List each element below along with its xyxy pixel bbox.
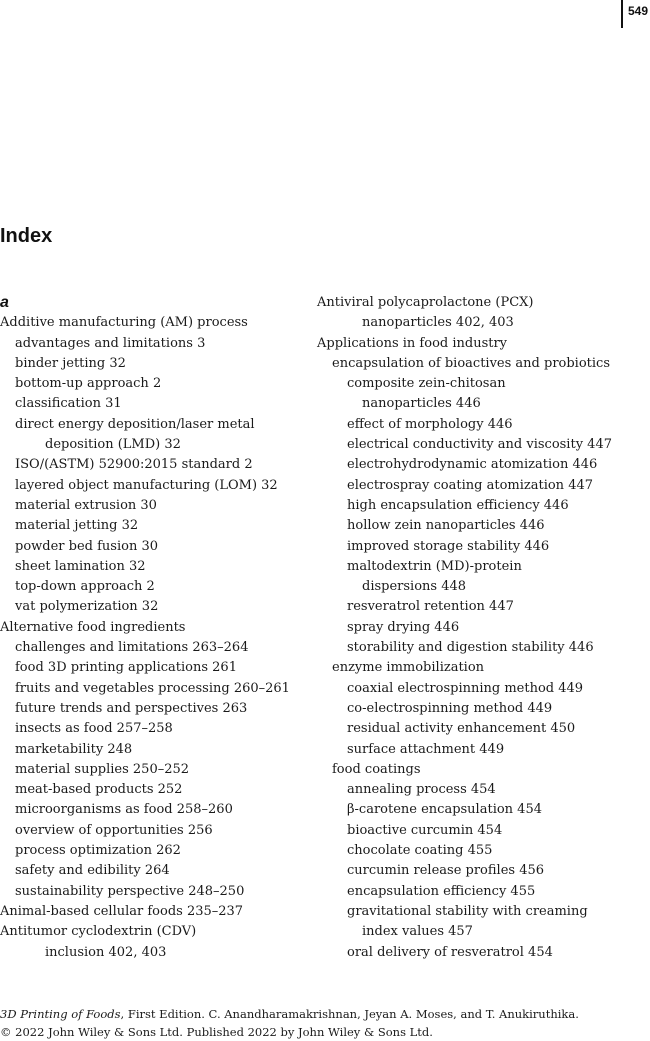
index-entry: material extrusion 30 — [15, 497, 157, 513]
index-entry: top-down approach 2 — [15, 579, 155, 595]
index-entry: maltodextrin (MD)-protein — [347, 558, 522, 574]
index-entry: electrical conductivity and viscosity 447 — [347, 437, 612, 453]
page-number: 549 — [628, 4, 649, 18]
index-entry: microorganisms as food 258–260 — [15, 802, 233, 818]
index-entry: dispersions 448 — [362, 579, 467, 595]
index-entry: safety and edibility 264 — [15, 863, 170, 879]
index-entry: fruits and vegetables processing 260–261 — [15, 680, 290, 696]
index-title: Index — [0, 225, 53, 247]
index-entry: meat-based products 252 — [15, 782, 183, 798]
index-entry: classification 31 — [15, 396, 122, 412]
index-entry: bioactive curcumin 454 — [347, 822, 503, 838]
index-entry: challenges and limitations 263–264 — [15, 640, 249, 656]
index-entry: co-electrospinning method 449 — [347, 700, 553, 716]
right-entries — [317, 293, 650, 963]
left-entries — [0, 313, 305, 963]
index-entry: electrospray coating atomization 447 — [347, 477, 594, 493]
index-entry: material jetting 32 — [15, 518, 139, 534]
index-entry: improved storage stability 446 — [347, 538, 550, 554]
index-column-left — [0, 293, 305, 963]
index-entry: insects as food 257–258 — [15, 721, 173, 737]
index-entry: Alternative food ingredients — [0, 619, 186, 635]
index-entry: β-carotene encapsulation 454 — [347, 802, 542, 818]
index-entry: encapsulation of bioactives and probiotics — [332, 355, 610, 371]
index-entry: index values 457 — [362, 924, 473, 940]
index-entry: composite zein-chitosan — [347, 376, 506, 392]
book-title: 3D Printing of Foods — [0, 1007, 121, 1021]
footer-line-2: © 2022 John Wiley & Sons Ltd. Published 2022 by John Wiley & Sons Ltd. — [0, 1025, 433, 1039]
index-entry: binder jetting 32 — [15, 355, 126, 371]
index-entry: marketability 248 — [15, 741, 133, 757]
index-entry: high encapsulation efficiency 446 — [347, 497, 569, 513]
index-entry: curcumin release profiles 456 — [347, 863, 545, 879]
index-entry: food 3D printing applications 261 — [15, 660, 237, 676]
index-entry: Antiviral polycaprolactone (PCX) — [317, 295, 534, 310]
index-entry: Additive manufacturing (AM) process — [0, 315, 248, 331]
index-entry: inclusion 402, 403 — [45, 944, 167, 960]
index-entry: storability and digestion stability 446 — [347, 640, 594, 656]
index-entry: coaxial electrospinning method 449 — [347, 680, 584, 696]
index-entry: residual activity enhancement 450 — [347, 721, 576, 737]
index-entry: direct energy deposition/laser metal — [15, 416, 255, 432]
index-entry: bottom-up approach 2 — [15, 376, 162, 392]
index-entry: gravitational stability with creaming — [347, 903, 588, 919]
copyright-footer — [0, 1005, 579, 1041]
index-entry: effect of morphology 446 — [347, 416, 513, 432]
index-entry: Applications in food industry — [317, 335, 508, 351]
index-entry: sheet lamination 32 — [15, 558, 146, 574]
index-entry: surface attachment 449 — [347, 741, 505, 757]
index-entry: enzyme immobilization — [332, 660, 485, 676]
index-entry: ISO/(ASTM) 52900:2015 standard 2 — [15, 457, 253, 473]
index-entry: process optimization 262 — [15, 843, 181, 859]
index-entry: layered object manufacturing (LOM) 32 — [15, 477, 278, 493]
index-column-right — [317, 293, 650, 963]
index-entry: encapsulation efficiency 455 — [347, 883, 536, 899]
index-entry: hollow zein nanoparticles 446 — [347, 518, 545, 534]
index-entry: sustainability perspective 248–250 — [15, 883, 245, 899]
index-entry: advantages and limitations 3 — [15, 335, 206, 351]
index-entry: future trends and perspectives 263 — [15, 700, 248, 716]
footer-credits: , First Edition. C. Anandharamakrishnan, Jeyan A. Moses, and T. Anukiruthika. — [120, 1007, 579, 1021]
index-entry: food coatings — [332, 761, 421, 777]
index-entry: electrohydrodynamic atomization 446 — [347, 457, 598, 473]
index-entry: overview of opportunities 256 — [15, 822, 213, 838]
index-entry: oral delivery of resveratrol 454 — [347, 944, 553, 960]
index-entry: nanoparticles 402, 403 — [362, 315, 514, 331]
index-entry: resveratrol retention 447 — [347, 599, 514, 615]
section-letter: a — [0, 294, 9, 311]
index-entry: annealing process 454 — [347, 782, 496, 798]
page-number-rule — [621, 0, 623, 28]
index-entry: Antitumor cyclodextrin (CDV) — [0, 924, 197, 940]
index-entry: material supplies 250–252 — [15, 761, 190, 777]
index-entry: chocolate coating 455 — [347, 843, 493, 859]
footer-line-1 — [0, 1005, 579, 1023]
index-entry: nanoparticles 446 — [362, 396, 481, 412]
index-entry: vat polymerization 32 — [15, 599, 159, 615]
index-entry: powder bed fusion 30 — [15, 538, 158, 554]
index-entry: Animal-based cellular foods 235–237 — [0, 903, 244, 919]
index-entry: spray drying 446 — [347, 619, 460, 635]
index-entry: deposition (LMD) 32 — [45, 437, 181, 453]
